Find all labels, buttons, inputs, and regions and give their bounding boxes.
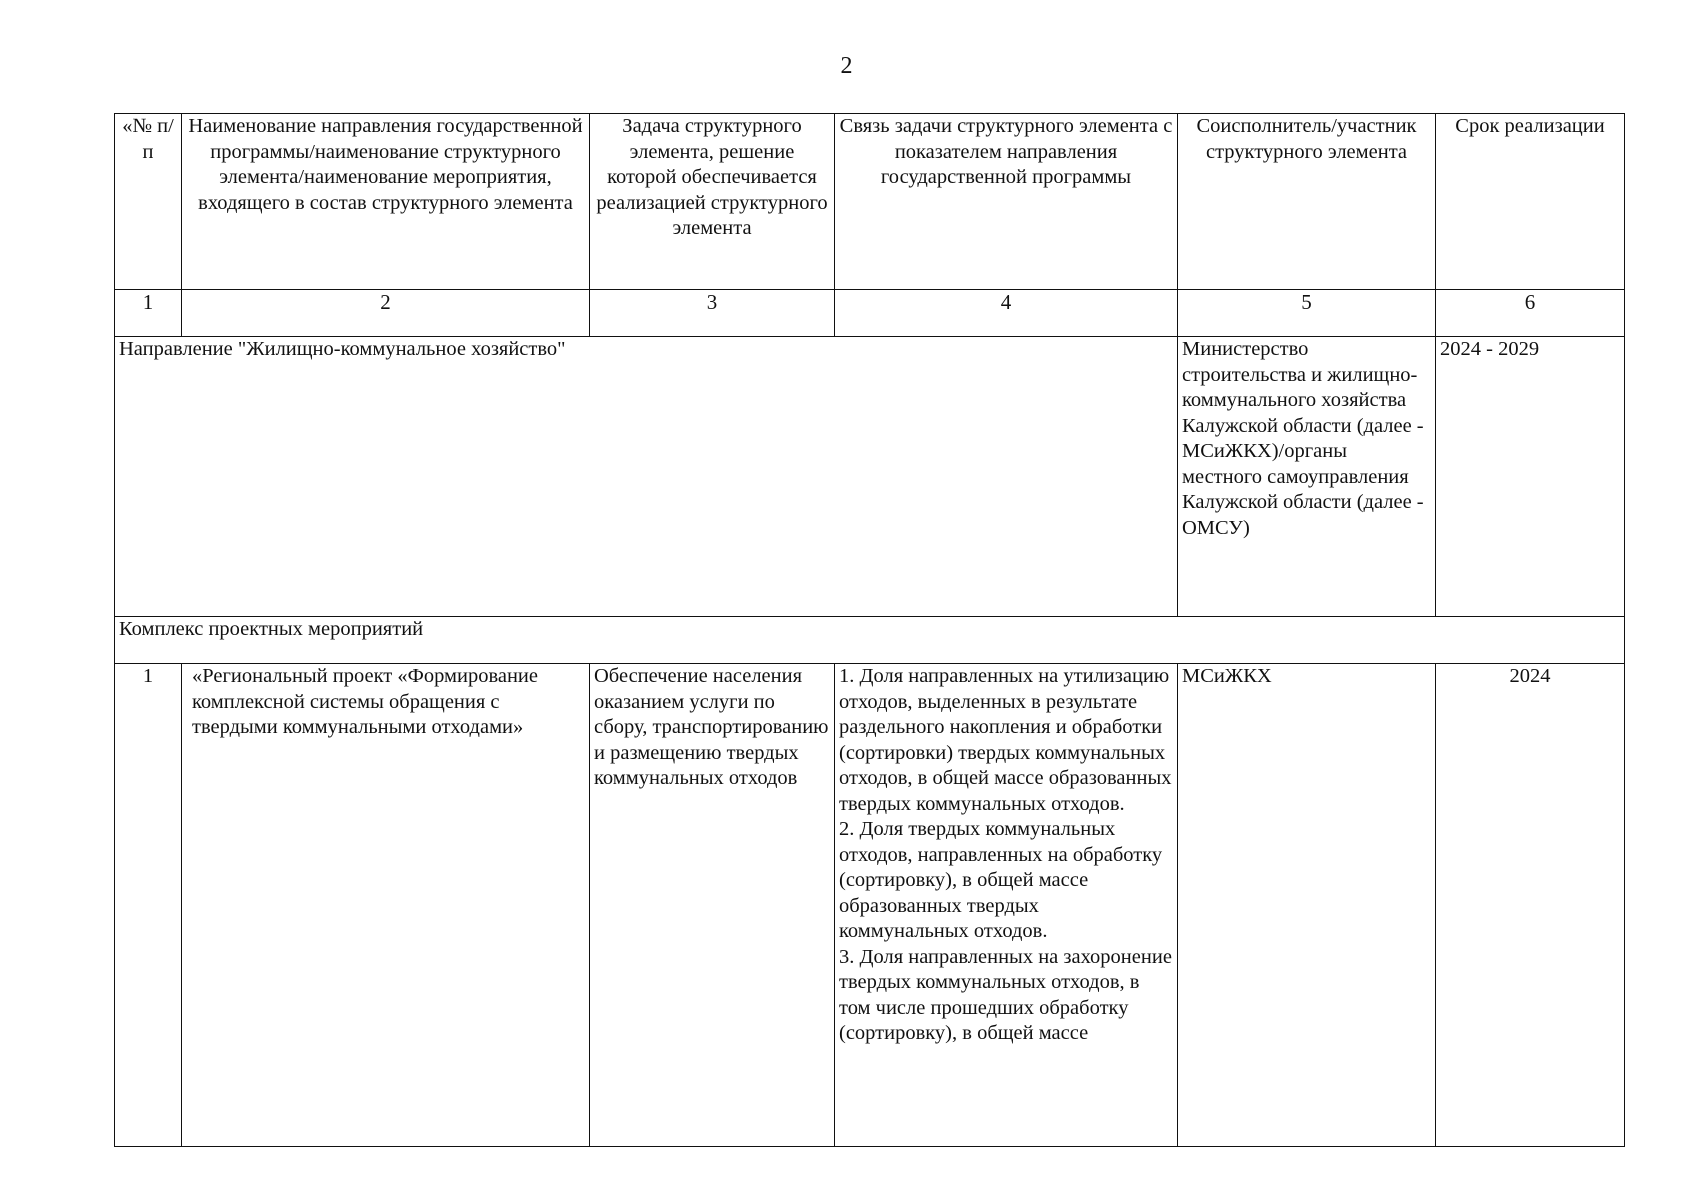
- structural-elements-table: [114, 113, 1625, 1147]
- item-indicators: [835, 664, 1178, 1147]
- column-number: 6: [1436, 290, 1625, 337]
- column-number: 5: [1178, 290, 1436, 337]
- header-task: Задача структурного элемента, решение которой обеспечивается реализацией структурного элемента: [590, 114, 835, 290]
- header-indicator-link: Связь задачи структурного элемента с показателем направления государственной программы: [835, 114, 1178, 290]
- item-executor: МСиЖКХ: [1178, 664, 1436, 1147]
- header-number: «№ п/п: [115, 114, 182, 290]
- direction-row: [115, 337, 1625, 617]
- header-name: Наименование направления государственной программы/наименование структурного элемента/наименование мероприятия, входящего в состав структурного элемента: [182, 114, 590, 290]
- column-number: 2: [182, 290, 590, 337]
- complex-title: Комплекс проектных мероприятий: [115, 617, 1625, 664]
- complex-row: [115, 617, 1625, 664]
- item-number: 1: [115, 664, 182, 1147]
- item-period: 2024: [1436, 664, 1625, 1147]
- direction-name: Направление "Жилищно-коммунальное хозяйство": [115, 337, 1178, 617]
- direction-period: 2024 - 2029: [1436, 337, 1625, 617]
- table-header-row: [115, 114, 1625, 290]
- column-number: 3: [590, 290, 835, 337]
- column-number: 1: [115, 290, 182, 337]
- item-name: «Региональный проект «Формирование комплексной системы обращения с твердыми коммунальными отходами»: [182, 664, 590, 1147]
- column-number: 4: [835, 290, 1178, 337]
- header-executor: Соисполнитель/участник структурного элемента: [1178, 114, 1436, 290]
- direction-executor: Министерство строительства и жилищно-коммунального хозяйства Калужской области (далее - МСиЖКХ)/органы местного самоуправления Калужской области (далее - ОМСУ): [1178, 337, 1436, 617]
- column-number-row: [115, 290, 1625, 337]
- indicator-item: 1. Доля направленных на утилизацию отходов, выделенных в результате раздельного накопления и обработки (сортировки) твердых коммунальных отходов, в общей массе образованных твердых коммунальных отходов.: [839, 665, 1172, 815]
- indicator-item: 3. Доля направленных на захоронение твердых коммунальных отходов, в том числе прошедших обработку (сортировку), в общей массе: [839, 945, 1172, 1044]
- table-row: [115, 664, 1625, 1147]
- indicator-item: 2. Доля твердых коммунальных отходов, направленных на обработку (сортировку), в общей массе образованных твердых коммунальных отходов.: [839, 818, 1163, 942]
- header-period: Срок реализации: [1436, 114, 1625, 290]
- item-task: Обеспечение населения оказанием услуги по сбору, транспортированию и размещению твердых коммунальных отходов: [590, 664, 835, 1147]
- page-number: 2: [840, 53, 853, 79]
